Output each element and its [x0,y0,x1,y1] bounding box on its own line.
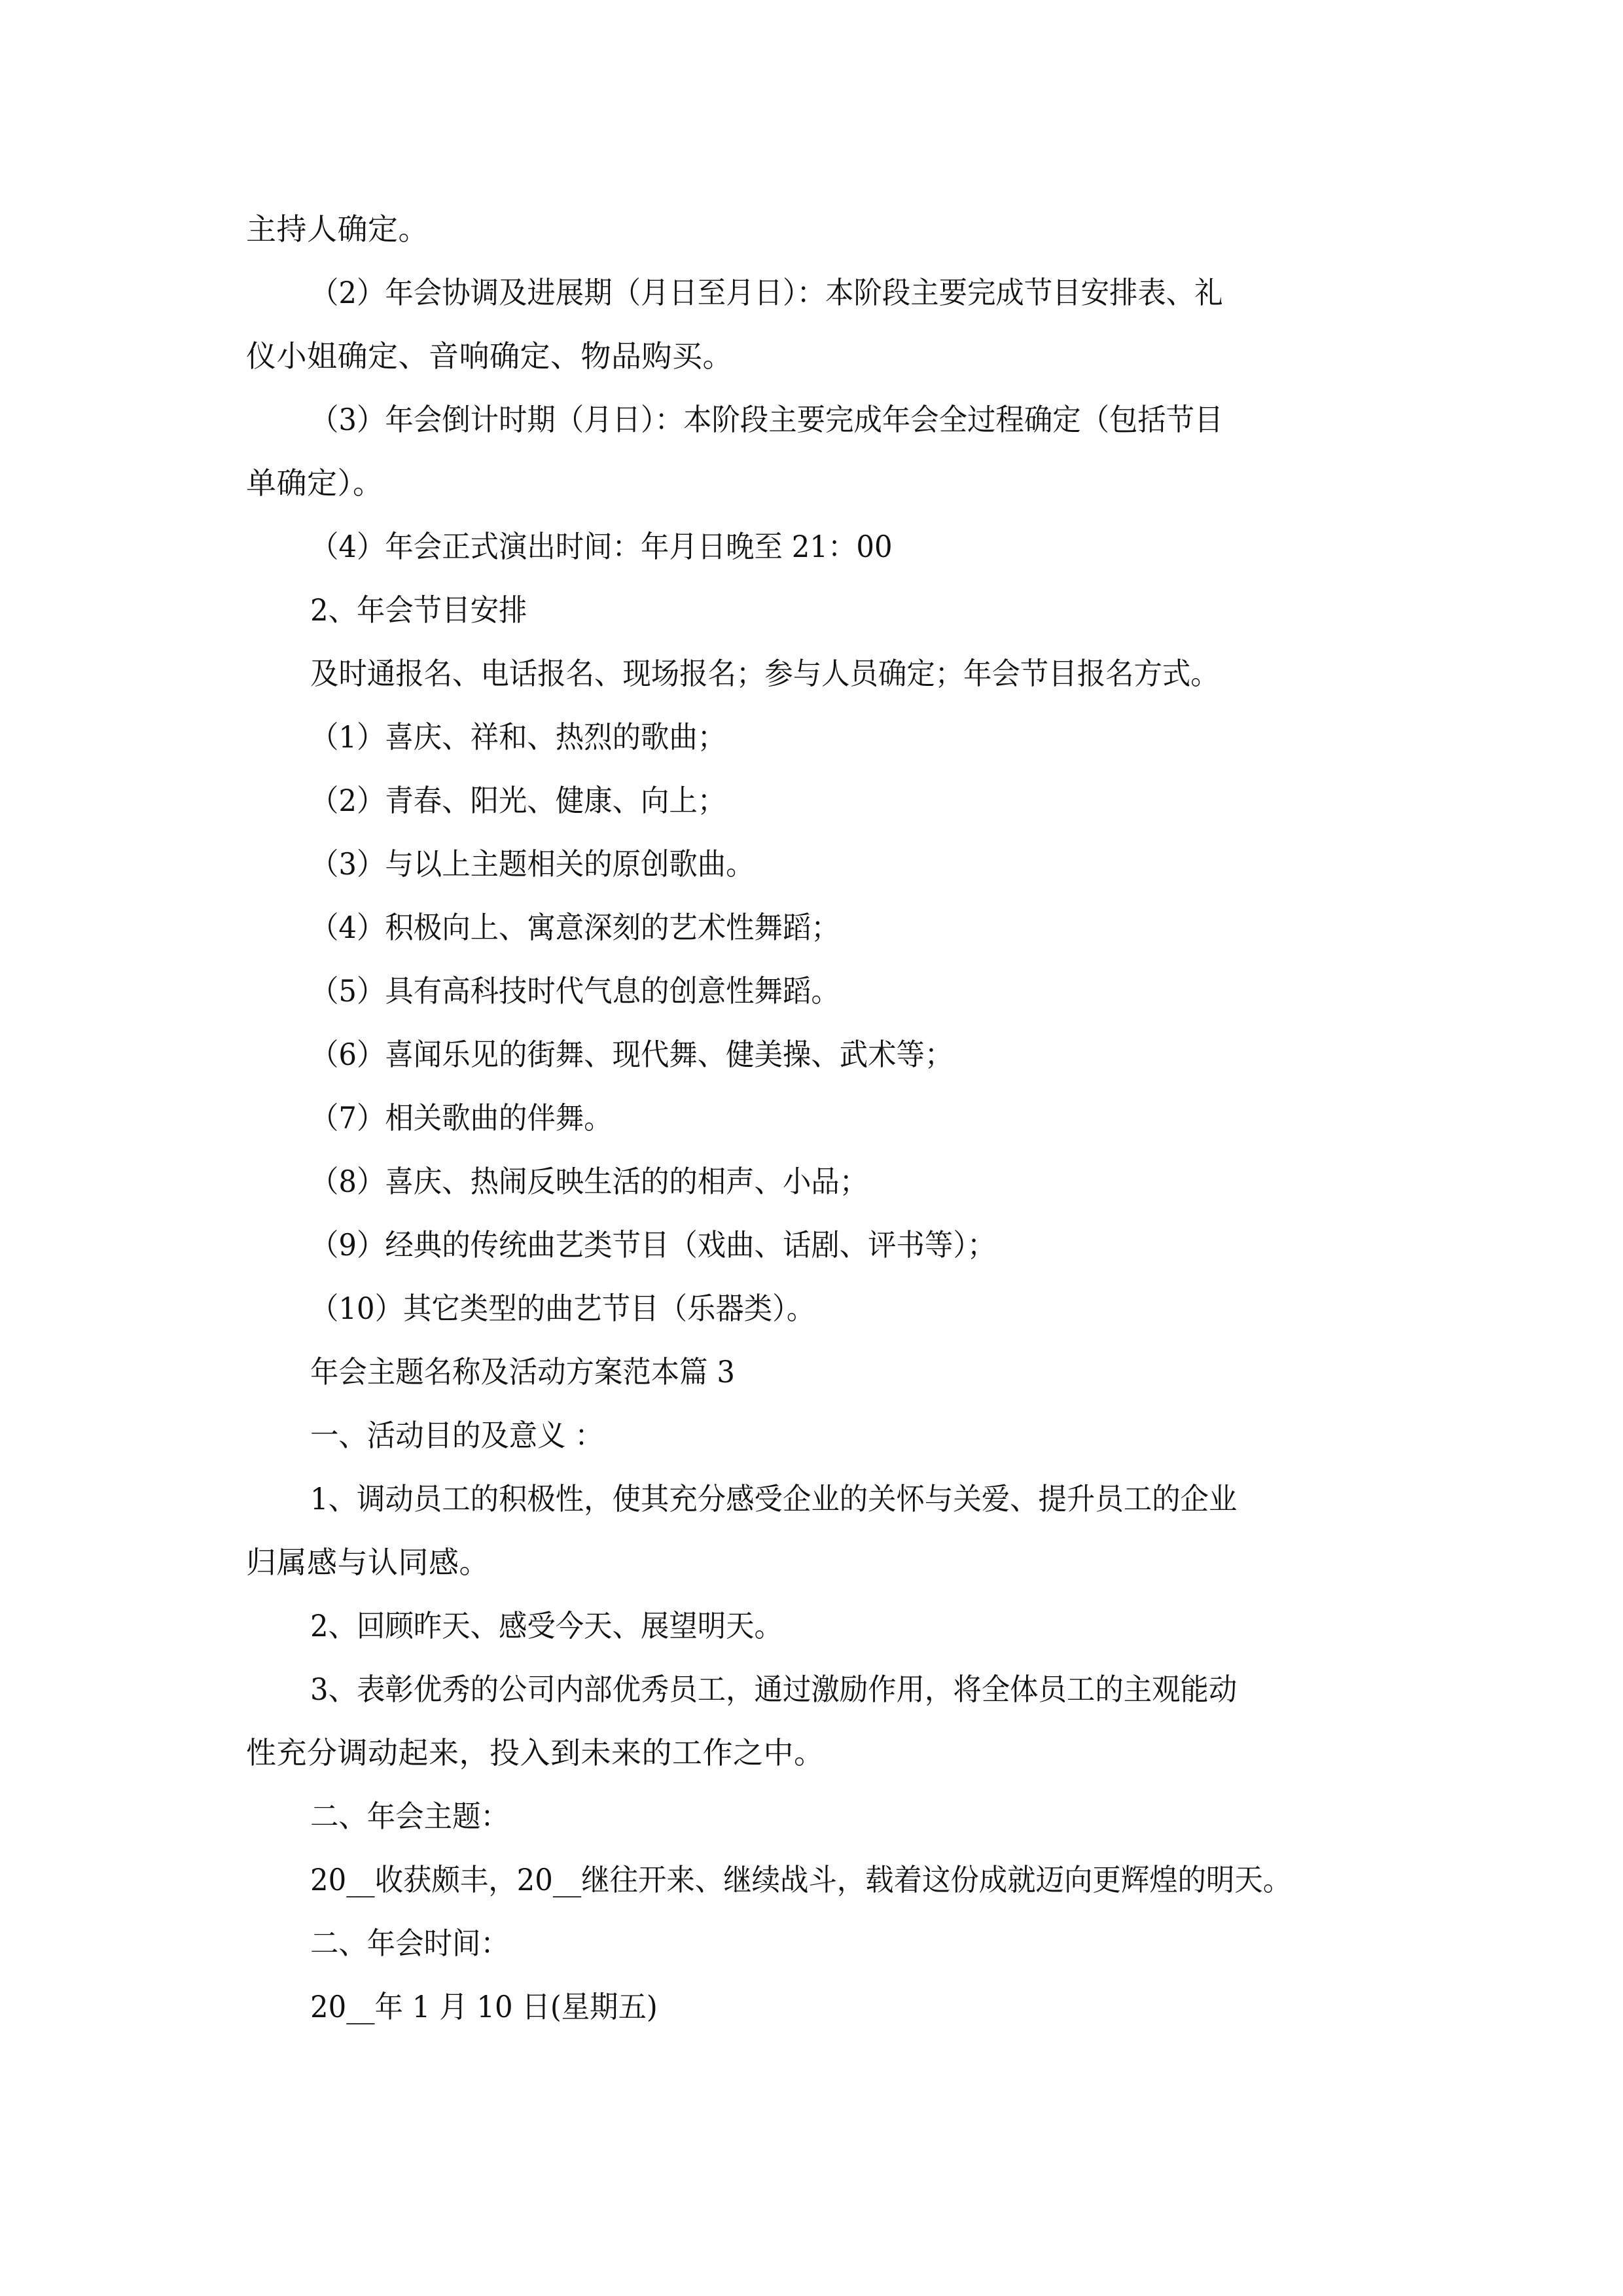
text-line: 2、回顾昨天、感受今天、展望明天。 [310,1608,783,1643]
list-item: （7）相关歌曲的伴舞。 [310,1100,613,1136]
list-item: （1）喜庆、祥和、热烈的歌曲； [310,719,726,755]
text-line: 归属感与认同感。 [246,1545,490,1580]
section-heading: 二、年会时间： [310,1926,509,1961]
text-line: 1、调动员工的积极性，使其充分感受企业的关怀与关爱、提升员工的企业 [310,1481,1238,1516]
section-title: 年会主题名称及活动方案范本篇 3 [310,1354,735,1390]
section-heading: 2、年会节目安排 [310,592,527,628]
text-line: 性充分调动起来，投入到未来的工作之中。 [246,1735,825,1770]
list-item: （9）经典的传统曲艺类节目（戏曲、话剧、评书等）； [310,1227,996,1263]
text-line: 及时通报名、电话报名、现场报名；参与人员确定；年会节目报名方式。 [310,656,1219,691]
text-line: 3、表彰优秀的公司内部优秀员工，通过激励作用，将全体员工的主观能动 [310,1672,1238,1707]
list-item: （5）具有高科技时代气息的创意性舞蹈。 [310,973,840,1009]
list-item: （2）青春、阳光、健康、向上； [310,783,726,818]
section-heading: 二、年会主题： [310,1799,509,1834]
list-item: （6）喜闻乐见的街舞、现代舞、健美操、武术等； [310,1037,954,1072]
text-line: 20__年 1 月 10 日(星期五) [310,1989,658,2024]
text-line: （4）年会正式演出时间：年月日晚至 21：00 [310,529,893,564]
text-line: 主持人确定。 [246,211,429,247]
list-item: （10）其它类型的曲艺节目（乐器类）。 [310,1291,815,1326]
text-line: 20__收获颇丰，20__继往开来、继续战斗，载着这份成就迈向更辉煌的明天。 [310,1862,1292,1897]
list-item: （8）喜庆、热闹反映生活的的相声、小品； [310,1164,868,1199]
section-heading: 一、活动目的及意义 ： [310,1418,603,1453]
list-item: （4）积极向上、寓意深刻的艺术性舞蹈； [310,910,840,945]
list-item: （3）与以上主题相关的原创歌曲。 [310,846,755,882]
text-line: （3）年会倒计时期（月日）：本阶段主要完成年会全过程确定（包括节目 [310,402,1223,437]
text-line: 仪小姐确定、音响确定、物品购买。 [246,338,733,374]
text-line: 单确定）。 [246,465,383,501]
text-line: （2）年会协调及进展期（月日至月日）：本阶段主要完成节目安排表、礼 [310,275,1223,310]
